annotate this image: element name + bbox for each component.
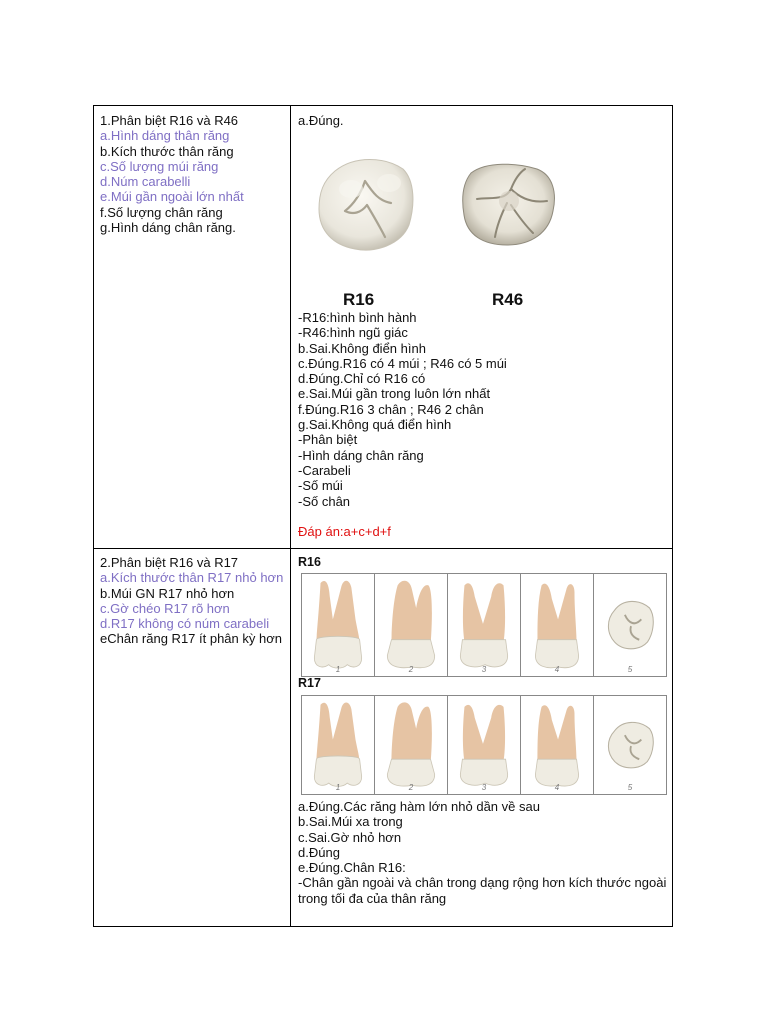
panel-number: 4 (554, 783, 560, 792)
tooth-view-image (375, 696, 447, 794)
q1-answer-line: -Phân biệt (298, 432, 358, 448)
r16-strip-title: R16 (298, 555, 321, 569)
q1-option-f: f.Số lượng chân răng (100, 204, 223, 220)
q2-answer-line: d.Đúng (298, 844, 340, 860)
column-divider (290, 105, 291, 927)
table-border-bottom (93, 926, 673, 927)
r16-view-panel-5 (594, 574, 666, 676)
q2-answer-line: e.Đúng.Chân R16: (298, 860, 406, 876)
q1-answer-line: c.Đúng.R16 có 4 múi ; R46 có 5 múi (298, 355, 507, 371)
answer-1-first (298, 113, 344, 128)
r17-strip-title: R17 (298, 676, 321, 690)
r17-view-panel-2 (375, 696, 448, 794)
q1-title: 1.Phân biệt R16 và R46 (100, 113, 239, 128)
tooth-view-image (375, 574, 447, 676)
tooth-view-image (448, 696, 520, 794)
q1-answer-line: -Số chân (298, 493, 351, 509)
q1-option-g: g.Hình dáng chân răng. (100, 220, 236, 236)
table-border-top (93, 105, 673, 106)
r46-occlusal-image (461, 159, 557, 249)
q1-option-c: c.Số lượng múi răng (100, 158, 219, 174)
panel-number: 1 (335, 783, 341, 792)
r17-view-panel-5 (594, 696, 666, 794)
q2-option-c: c.Gờ chéo R17 rõ hơn (100, 600, 230, 616)
q1-answer-line: -Hình dáng chân răng (298, 447, 424, 463)
q2-title: 2.Phân biệt R16 và R17 (100, 555, 239, 570)
answer-2-details (298, 799, 668, 906)
tooth-view-image (594, 696, 666, 794)
q2-option-e: eChân răng R17 ít phân kỳ hơn (100, 631, 282, 647)
panel-number: 2 (408, 665, 414, 674)
panel-number: 5 (627, 783, 633, 792)
r16-view-panel-3 (448, 574, 521, 676)
tooth-view-image (594, 574, 666, 676)
r16-view-panel-1 (302, 574, 375, 676)
q1-answer-key: Đáp án:a+c+d+f (298, 524, 391, 539)
q1-option-a: a.Hình dáng thân răng (100, 128, 230, 144)
r17-view-panel-3 (448, 696, 521, 794)
q1-option-d: d.Núm carabelli (100, 174, 191, 190)
answer-1-details (298, 310, 668, 509)
qa-table (93, 105, 673, 927)
r17-view-panel-1 (302, 696, 375, 794)
r17-view-panel-4 (521, 696, 594, 794)
q1-answer-line: -R16:hình bình hành (298, 310, 417, 325)
panel-number: 5 (627, 665, 633, 674)
q1-answer-a: a.Đúng. (298, 113, 344, 128)
q2-option-a: a.Kích thước thân R17 nhỏ hơn (100, 570, 284, 586)
table-border-left (93, 105, 94, 927)
tooth-view-image (521, 696, 593, 794)
r16-occlusal-image (315, 153, 419, 257)
q2-answer-line: b.Sai.Múi xa trong (298, 814, 403, 830)
q1-answer-line: b.Sai.Không điển hình (298, 340, 426, 356)
q2-answer-line: c.Sai.Gờ nhỏ hơn (298, 829, 402, 845)
q2-answer-line: a.Đúng.Các răng hàm lớn nhỏ dần về sau (298, 799, 540, 814)
q1-answer-line: f.Đúng.R16 3 chân ; R46 2 chân (298, 401, 484, 417)
tooth-view-image (521, 574, 593, 676)
r16-label: R16 (343, 290, 375, 309)
q1-answer-line: -Carabeli (298, 462, 351, 478)
q2-option-d: d.R17 không có núm carabeli (100, 616, 270, 632)
q1-answer-line: -Số múi (298, 478, 343, 494)
panel-number: 4 (554, 665, 560, 674)
r46-label: R46 (492, 290, 524, 309)
q1-option-b: b.Kích thước thân răng (100, 143, 234, 159)
tooth-view-image (302, 574, 374, 676)
question-2 (100, 555, 286, 647)
question-1 (100, 113, 286, 235)
r16-view-panel-4 (521, 574, 594, 676)
r16-views-strip (301, 573, 667, 677)
q1-option-e: e.Múi gần ngoài lớn nhất (100, 189, 244, 205)
panel-number: 1 (335, 665, 341, 674)
q2-option-b: b.Múi GN R17 nhỏ hơn (100, 585, 235, 601)
r16-view-panel-2 (375, 574, 448, 676)
q1-answer-line: g.Sai.Không quá điển hình (298, 417, 452, 433)
panel-number: 2 (408, 783, 414, 792)
r17-views-strip (301, 695, 667, 795)
table-border-right (672, 105, 673, 927)
q2-answer-last: -Chân gần ngoài và chân trong dạng rộng hơn kích thước ngoài trong tối đa của thân răng (298, 875, 667, 906)
tooth-view-image (448, 574, 520, 676)
tooth-view-image (302, 696, 374, 794)
q1-answer-line: e.Sai.Múi gần trong luôn lớn nhất (298, 386, 491, 402)
panel-number: 3 (481, 665, 487, 674)
q1-answer-line: d.Đúng.Chỉ có R16 có (298, 371, 426, 387)
q1-answer-line: -R46:hình ngũ giác (298, 325, 408, 341)
row-divider (93, 548, 673, 549)
panel-number: 3 (481, 783, 487, 792)
